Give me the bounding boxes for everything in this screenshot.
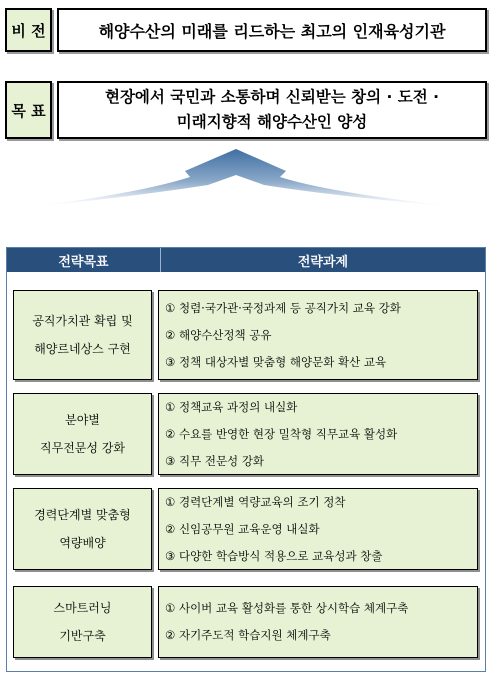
goal-text: 분야별 bbox=[65, 413, 100, 427]
strategic-tasks-4 bbox=[158, 586, 478, 658]
goal-label: 목 표 bbox=[5, 81, 52, 139]
header-strategic-goal: 전략목표 bbox=[7, 248, 161, 272]
header-strategic-tasks: 전략과제 bbox=[297, 254, 349, 270]
task-item: ③ 정책 대상자별 맞춤형 해양문화 확산 교육 bbox=[165, 354, 387, 369]
strategic-goal-4 bbox=[13, 586, 152, 658]
table-header bbox=[7, 248, 485, 272]
task-item: ③ 다양한 학습방식 적용으로 교육성과 창출 bbox=[165, 548, 383, 563]
task-item: ① 경력단계별 역량교육의 조기 정착 bbox=[165, 494, 346, 509]
task-item: ① 정책교육 과정의 내실화 bbox=[165, 399, 298, 414]
goal-line-1: 현장에서 국민과 소통하며 신뢰받는 창의 · 도전 · bbox=[104, 88, 440, 106]
task-item: ② 자기주도적 학습지원 체계구축 bbox=[165, 628, 331, 642]
goal-statement bbox=[57, 81, 487, 139]
strategic-tasks-1 bbox=[158, 290, 478, 380]
goal-text: 스마트러닝 bbox=[53, 601, 112, 615]
vision-statement: 해양수산의 미래를 리드하는 최고의 인재육성기관 bbox=[57, 8, 487, 52]
goal-text: 기반구축 bbox=[59, 629, 106, 643]
task-item: ② 수요를 반영한 현장 밀착형 직무교육 활성화 bbox=[165, 426, 398, 441]
task-item: ② 해양수산정책 공유 bbox=[165, 327, 272, 342]
task-item: ③ 직무 전문성 강화 bbox=[165, 453, 265, 468]
strategic-tasks-3 bbox=[158, 488, 478, 570]
goal-text: 공직가치관 확립 및 bbox=[32, 314, 133, 328]
goal-text: 역량배양 bbox=[59, 536, 106, 550]
strategic-goal-1 bbox=[13, 290, 152, 380]
goal-text: 해양르네상스 구현 bbox=[34, 342, 131, 356]
upward-arrow-icon bbox=[0, 145, 494, 240]
task-item: ① 청렴·국가관·국정과제 등 공직가치 교육 강화 bbox=[165, 300, 401, 315]
strategy-table bbox=[6, 247, 486, 672]
goal-line-2: 미래지향적 해양수산인 양성 bbox=[176, 113, 368, 131]
vision-label: 비 전 bbox=[5, 8, 52, 52]
strategic-goal-3 bbox=[13, 488, 152, 570]
task-item: ② 신임공무원 교육운영 내실화 bbox=[165, 521, 320, 536]
strategic-tasks-2 bbox=[158, 393, 478, 475]
strategic-goal-2 bbox=[13, 393, 152, 475]
goal-text: 경력단계별 맞춤형 bbox=[34, 508, 131, 522]
goal-text: 직무전문성 강화 bbox=[40, 441, 125, 455]
task-item: ① 사이버 교육 활성화를 통한 상시학습 체계구축 bbox=[165, 601, 409, 615]
